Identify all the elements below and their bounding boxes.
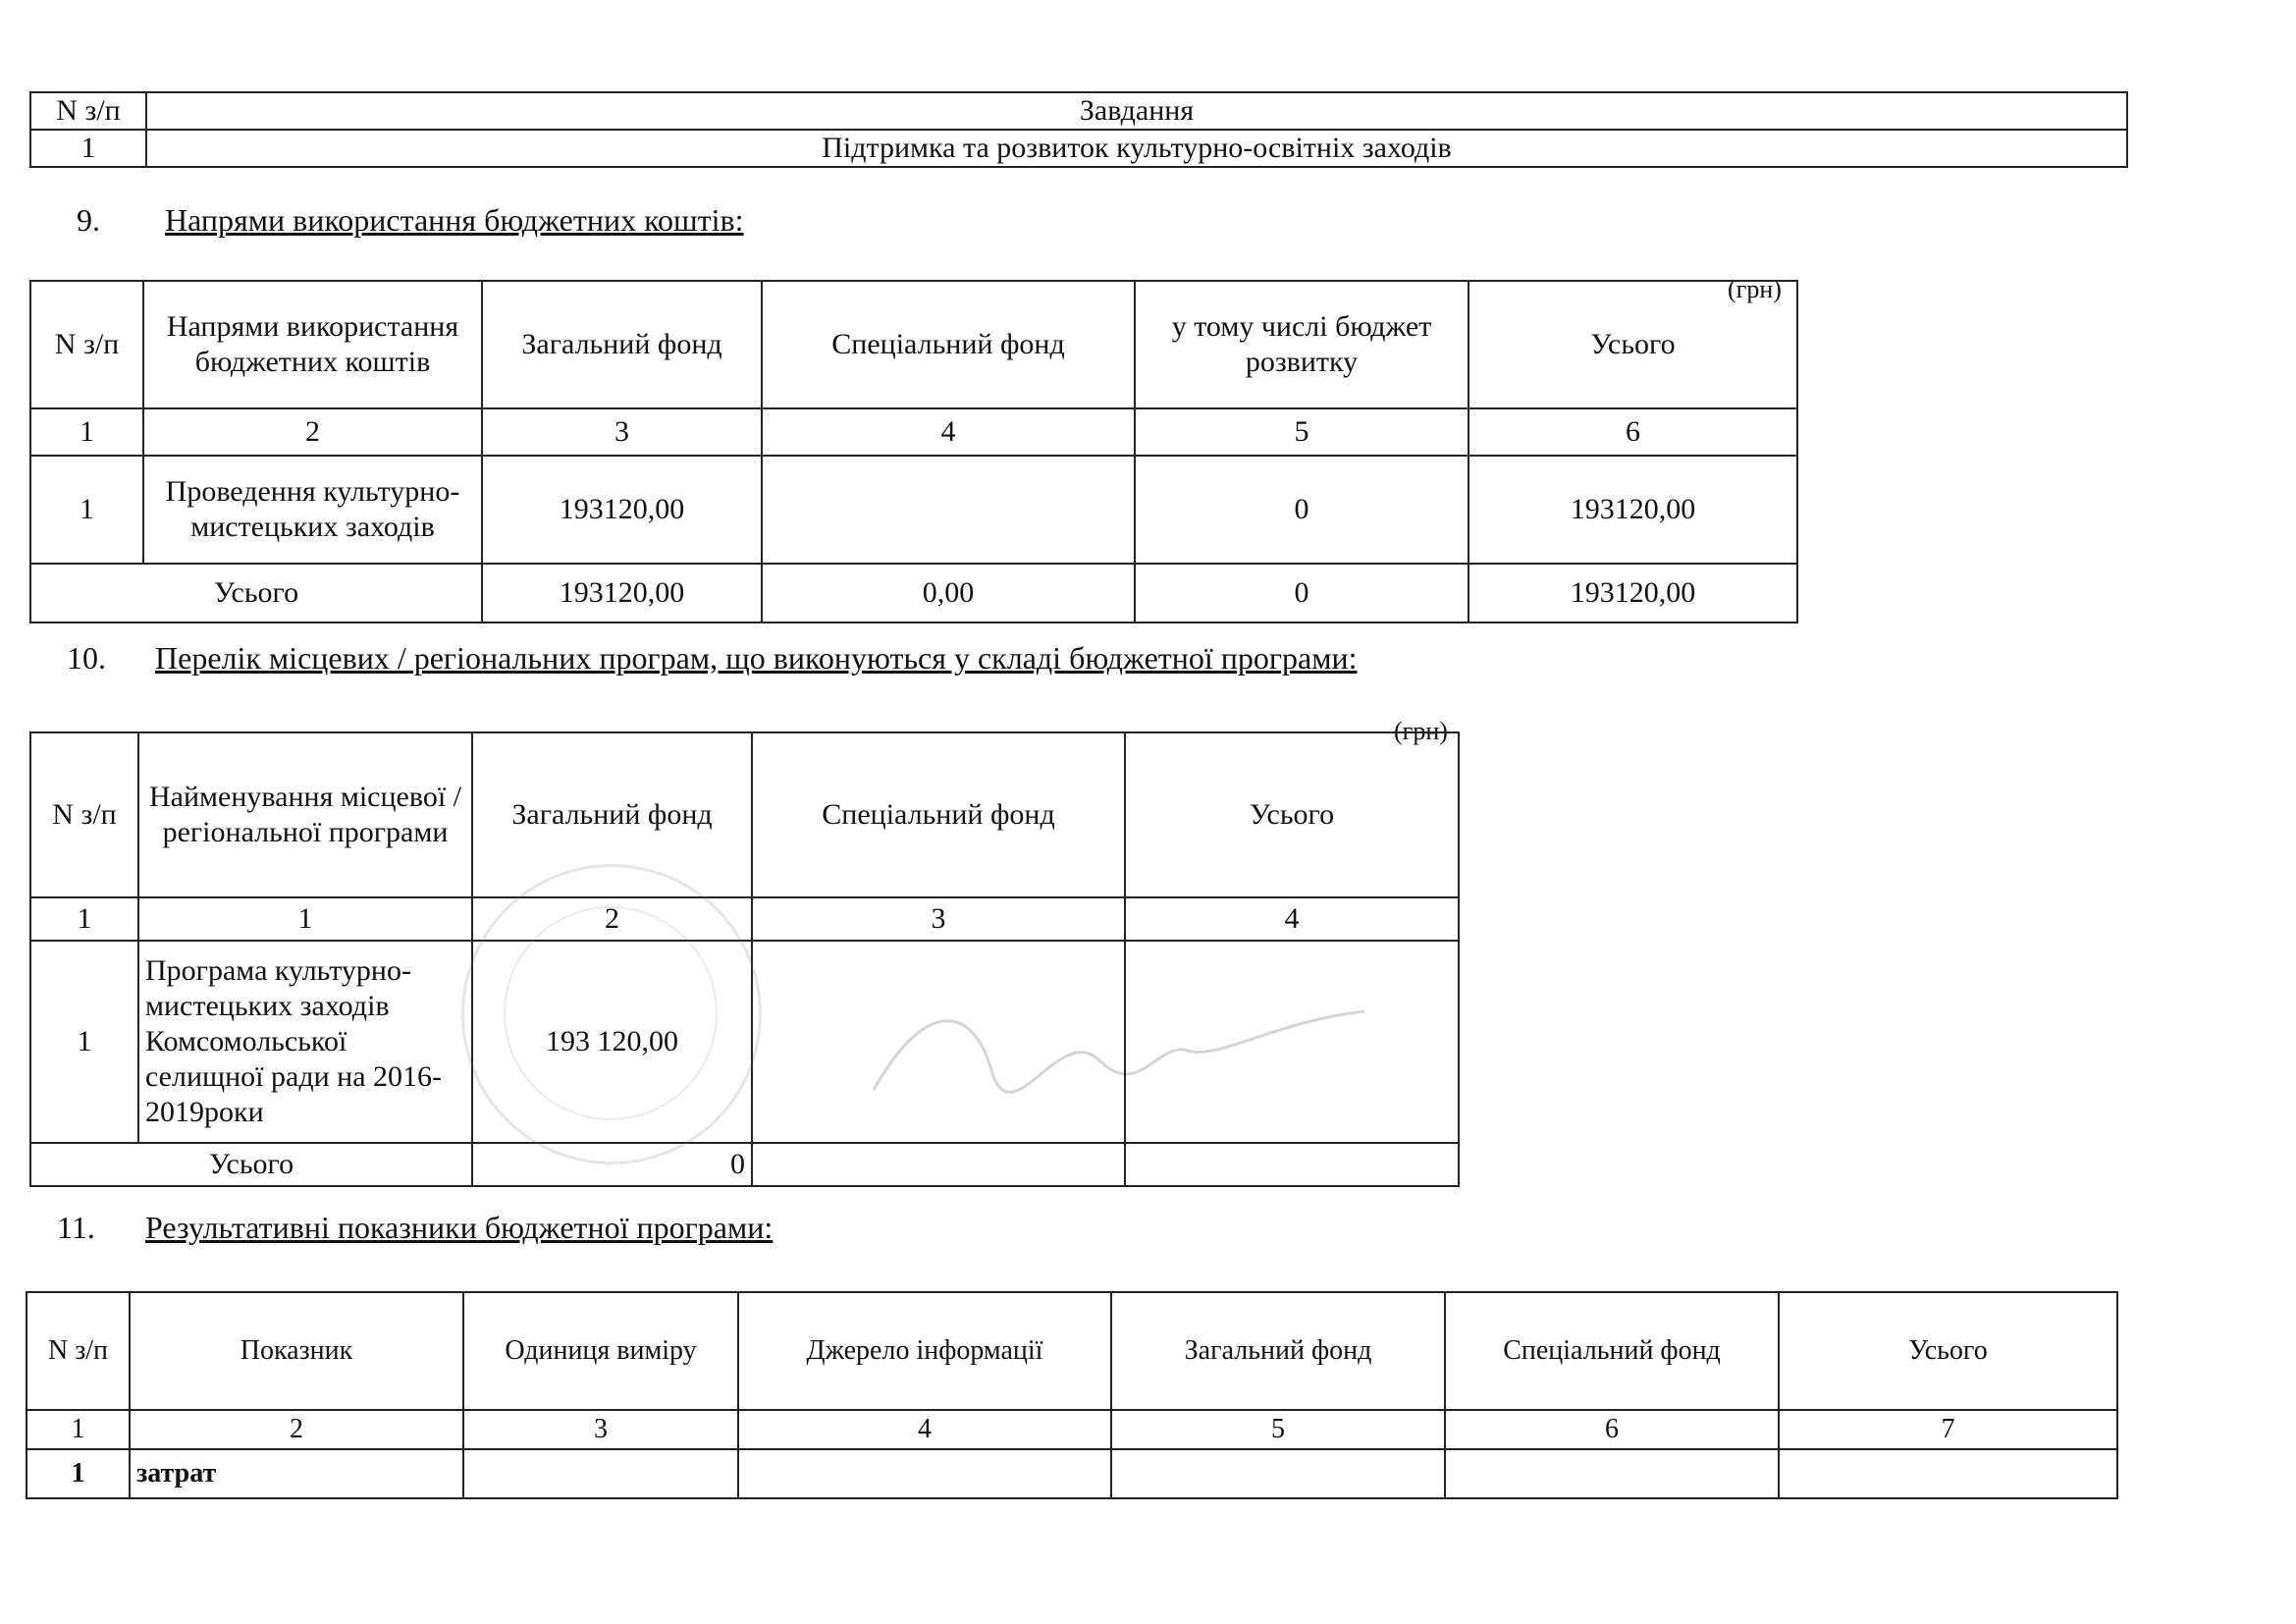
s9-index-6: 6: [1468, 408, 1797, 456]
s9-index-1: 1: [30, 408, 143, 456]
s10-total-general: 0: [472, 1143, 752, 1186]
s10-index-4: 3: [752, 897, 1125, 941]
section9-number: 9.: [77, 202, 100, 238]
s10-row-general: 193 120,00: [472, 941, 752, 1143]
s9-row-total: 193120,00: [1468, 456, 1797, 564]
task-table: [29, 91, 2128, 168]
s11-index-7: 7: [1779, 1410, 2117, 1449]
s11-group-cell-5: [1111, 1449, 1445, 1498]
section9-title: Напрями використання бюджетних коштів:: [165, 202, 744, 238]
s9-header-special: Спеціальний фонд: [762, 281, 1135, 408]
section10-heading: [67, 640, 1358, 677]
s9-total-dev: 0: [1135, 564, 1468, 623]
s11-index-5: 5: [1111, 1410, 1445, 1449]
s10-header-program: Найменування місцевої / регіональної програми: [138, 732, 472, 897]
s11-group-cell-7: [1779, 1449, 2117, 1498]
s9-header-num: N з/п: [30, 281, 143, 408]
section9-table: [29, 280, 1798, 623]
s10-index-1: 1: [30, 897, 138, 941]
s11-index-2: 2: [130, 1410, 463, 1449]
s9-row-general: 193120,00: [482, 456, 762, 564]
s10-header-special: Спеціальний фонд: [752, 732, 1125, 897]
s9-row-dev: 0: [1135, 456, 1468, 564]
s9-header-dev: у тому числі бюджет розвитку: [1135, 281, 1468, 408]
section9-unit: (грн): [1728, 275, 1782, 303]
s11-index-4: 4: [738, 1410, 1111, 1449]
s9-index-5: 5: [1135, 408, 1468, 456]
s10-header-total: Усього: [1125, 732, 1459, 897]
section11-title: Результативні показники бюджетної програми:: [145, 1210, 774, 1245]
s10-total-label: Усього: [30, 1143, 472, 1186]
s9-header-direction: Напрями використання бюджетних коштів: [143, 281, 482, 408]
s11-header-num: N з/п: [27, 1292, 130, 1410]
s11-index-3: 3: [463, 1410, 738, 1449]
task-header-task: Завдання: [146, 92, 2127, 130]
s9-total-label: Усього: [30, 564, 482, 623]
task-row-text: Підтримка та розвиток культурно-освітніх заходів: [146, 130, 2127, 167]
s11-header-special: Спеціальний фонд: [1445, 1292, 1779, 1410]
s10-total-special: [752, 1143, 1125, 1186]
s9-header-general: Загальний фонд: [482, 281, 762, 408]
stamp-mark: [461, 864, 762, 1164]
s9-total-general: 193120,00: [482, 564, 762, 623]
s11-group-num: 1: [27, 1449, 130, 1498]
section11-table: [26, 1291, 2118, 1499]
s10-header-num: N з/п: [30, 732, 138, 897]
s11-index-1: 1: [27, 1410, 130, 1449]
s11-header-unit: Одиниця виміру: [463, 1292, 738, 1410]
section11-number: 11.: [57, 1210, 95, 1245]
task-row-num: 1: [30, 130, 146, 167]
section10-number: 10.: [67, 640, 106, 676]
section11-heading: [57, 1210, 773, 1246]
s11-group-cell-3: [463, 1449, 738, 1498]
s10-index-5: 4: [1125, 897, 1459, 941]
s10-total-total: [1125, 1143, 1459, 1186]
s9-header-total: Усього: [1468, 281, 1797, 408]
table-row: [27, 1449, 2117, 1498]
s10-header-general: Загальний фонд: [472, 732, 752, 897]
s9-total-special: 0,00: [762, 564, 1135, 623]
s11-header-total: Усього: [1779, 1292, 2117, 1410]
s11-header-general: Загальний фонд: [1111, 1292, 1445, 1410]
s9-index-3: 3: [482, 408, 762, 456]
s9-total-total: 193120,00: [1468, 564, 1797, 623]
s10-index-2: 1: [138, 897, 472, 941]
s9-row-num: 1: [30, 456, 143, 564]
table-row: [30, 456, 1797, 564]
section10-unit: (грн): [1394, 717, 1448, 745]
s11-group-cell-4: [738, 1449, 1111, 1498]
s9-row-special: [762, 456, 1135, 564]
s9-index-4: 4: [762, 408, 1135, 456]
s11-header-source: Джерело інформації: [738, 1292, 1111, 1410]
signature-mark: [864, 982, 1374, 1119]
s10-index-3: 2: [472, 897, 752, 941]
s10-row-num: 1: [30, 941, 138, 1143]
s11-header-indicator: Показник: [130, 1292, 463, 1410]
s11-group-cell-6: [1445, 1449, 1779, 1498]
s11-group-label: затрат: [130, 1449, 463, 1498]
section9-heading: [77, 202, 744, 239]
s11-index-6: 6: [1445, 1410, 1779, 1449]
s9-row-name: Проведення культурно-мистецьких заходів: [143, 456, 482, 564]
s10-row-name: Програма культурно-мистецьких заходів Комсомольської селищної ради на 2016-2019роки: [138, 941, 472, 1143]
s9-index-2: 2: [143, 408, 482, 456]
section10-title: Перелік місцевих / регіональних програм, що виконуються у складі бюджетної програми:: [155, 640, 1358, 676]
task-header-num: N з/п: [30, 92, 146, 130]
